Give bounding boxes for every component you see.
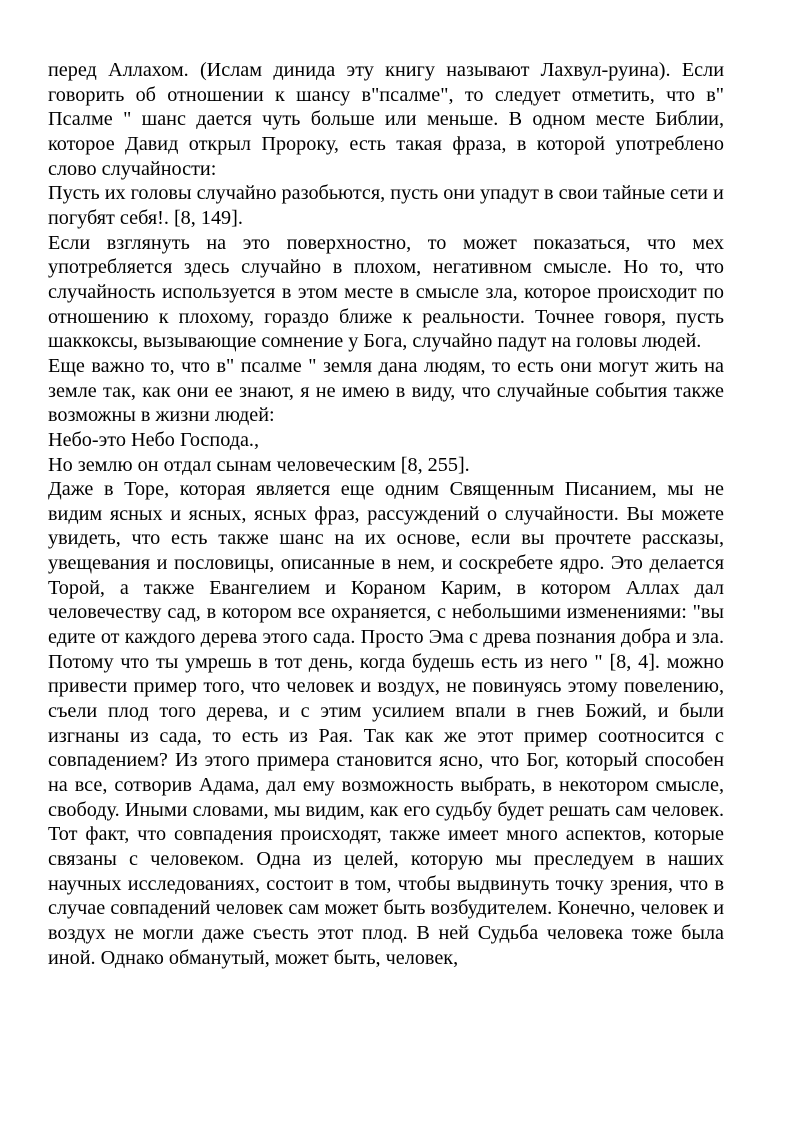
quote-psalm-255-line-1: Небо-это Небо Господа., xyxy=(48,428,260,451)
paragraph-4: Даже в Торе, которая является еще одним Священным Писанием, мы не видим ясных и ясных, ясных фраз, рассуждений о случайности. Вы можете увидеть, что есть также шанс на их основе, если вы прочтете рассказы, увещевания и пословицы, описанные в нем, и соскребете ядро. Это делается Торой, а также Евангелием и Кораном Карим, в котором Аллах дал человечеству сад, в котором все охраняется, с небольшими изменениями: "вы едите от каждого дерева этого сада. Просто Эма с древа познания добра и зла. Потому что ты умрешь в тот день, когда будешь есть из него " [8, 4]. можно привести пример того, что человек и воздух, не повинуясь этому повелению, съели плод того дерева, и с этим усилием впали в гнев Божий, и были изгнаны из сада, то есть из Рая. Так как же этот пример соотносится с совпадением? Из этого примера становится ясно, что Бог, который способен на все, сотворив Адама, дал ему возможность выбрать, в некотором смысле, свободу. Иными словами, мы видим, как его судьбу будет решать сам человек. Тот факт, что совпадения происходят, также имеет много аспектов, которые связаны с человеком. Одна из целей, которую мы преследуем в наших научных исследованиях, состоит в том, чтобы выдвинуть точку зрения, что в случае совпадений человек сам может быть возбудителем. Конечно, человек и воздух не могли даже съесть этот плод. В ней Судьба человека тоже была иной. Однако обманутый, может быть, человек, xyxy=(48,478,724,969)
quote-psalm-149: Пусть их головы случайно разобьются, пусть они упадут в свои тайные сети и погубят себя!. [8, 149]. xyxy=(48,182,724,229)
quote-psalm-255-line-2: Но землю он отдал сынам человеческим [8, 255]. xyxy=(48,453,470,476)
paragraph-3: Еще важно то, что в" псалме " земля дана людям, то есть они могут жить на земле так, как они ее знают, я не имею в виду, что случайные события также возможны в жизни людей: xyxy=(48,354,724,427)
paragraph-1: перед Аллахом. (Ислам динида эту книгу называют Лахвул-руина). Если говорить об отношении к шансу в"псалме", то следует отметить, что в" Псалме " шанс дается чуть больше или меньше. В одном месте Библии, которое Давид открыл Пророку, есть такая фраза, в которой употреблено слово случайности: xyxy=(48,59,724,180)
document-page xyxy=(48,58,724,970)
paragraph-2: Если взглянуть на это поверхностно, то может показаться, что мех употребляется здесь случайно в плохом, негативном смысле. Но то, что случайность используется в этом месте в смысле зла, которое происходит по отношению к плохому, гораздо ближе к реальности. Точнее говоря, пусть шаккоксы, вызывающие сомнение у Бога, случайно падут на головы людей. xyxy=(48,231,724,353)
